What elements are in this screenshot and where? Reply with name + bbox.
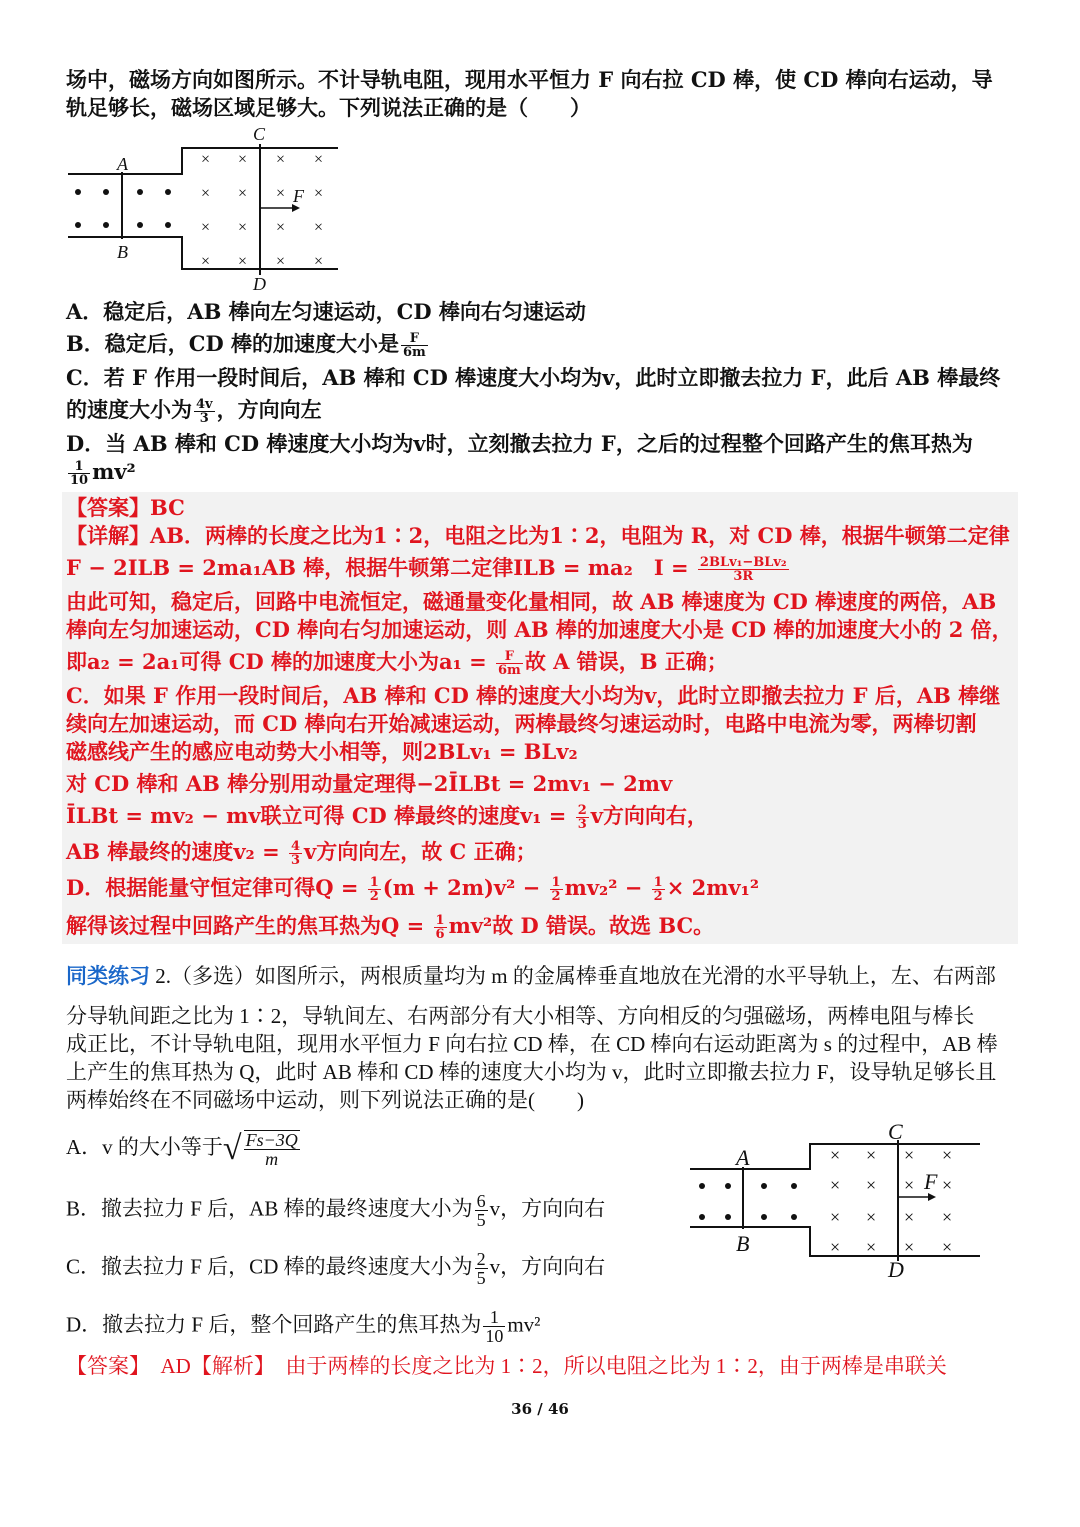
q1-option-c-line1: C．若 F 作用一段时间后，AB 棒和 CD 棒速度大小均为v，此时立即撤去拉力 F，此后 AB 棒最终: [66, 365, 1001, 390]
svg-text:×: ×: [238, 185, 248, 202]
q2-option-a: A．v 的大小等于√ $\frac{Fs-3Q}{m}$: [66, 1130, 298, 1169]
q2-label-d: D: [888, 1257, 904, 1282]
svg-text:×: ×: [276, 151, 286, 168]
q2-field-dots: [699, 1183, 797, 1220]
q1-label-b: B: [117, 242, 128, 262]
q2-label-f: F: [924, 1169, 938, 1194]
a1-line12: D．根据能量守恒定律可得Q = $\frac{1}{2}$ (m + 2m)v² − $\frac{1}{2}$ mv₂² − $\frac{1}{2}$ × 2mv₁²: [66, 875, 760, 904]
page-number: 36 / 46: [511, 1400, 569, 1418]
a1-line2: F − 2ILB = 2ma₁AB 棒，根据牛顿第二定律ILB = ma₂ I = $\frac{\text{2BLv₁−BLv₂}}{3R}$: [66, 555, 787, 584]
q2-line4: 上产生的焦耳热为 Q，此时 AB 棒和 CD 棒的速度大小均为 v，此时立即撤去拉力 F，设导轨足够长且: [66, 1060, 997, 1084]
q1-figure: [60, 122, 350, 292]
q2-line3: 成正比，不计导轨电阻，现用水平恒力 F 向右拉 CD 棒，在 CD 棒向右运动距离为 s 的过程中，AB 棒: [66, 1032, 998, 1056]
q2-line1: 同类练习 2.（多选）如图所示，两根质量均为 m 的金属棒垂直地放在光滑的水平导轨上，左、右两部: [66, 964, 996, 988]
svg-text:×: ×: [238, 219, 248, 236]
q2-option-c: C．撤去拉力 F 后，CD 棒的最终速度大小为 $\frac{2}{5}$ v，方向向右: [66, 1249, 606, 1288]
q1-stem-line1: 场中，磁场方向如图所示。不计导轨电阻，现用水平恒力 F 向右拉 CD 棒，使 CD 棒向右运动，导: [66, 67, 993, 92]
q2-field-crosses: [830, 1145, 952, 1257]
a1-line4: 棒向左匀加速运动，CD 棒向右匀加速运动，则 AB 棒的加速度大小是 CD 棒的加速度大小的 2 倍，: [66, 617, 1013, 642]
q1-stem-line2: 轨足够长，磁场区域足够大。下列说法正确的是（ ）: [66, 95, 591, 120]
q2-tag: 同类练习: [66, 964, 150, 988]
q2-option-d: D．撤去拉力 F 后，整个回路产生的焦耳热为 $\frac{1}{10}$ mv²: [66, 1307, 541, 1346]
q1-field-crosses: [201, 151, 323, 270]
q1-option-d-line2: $\frac{1}{10}$ mv²: [70, 459, 136, 488]
q2-label-a: A: [736, 1145, 750, 1170]
q2-answer-line: 【答案】 AD【解析】 由于两棒的长度之比为 1∶2，所以电阻之比为 1∶2，由于两棒是串联关: [66, 1354, 947, 1378]
svg-text:×: ×: [866, 1145, 877, 1165]
a1-line10: ĪLBt = mv₂ − mv联立可得 CD 棒最终的速度v₁ = $\frac{2}{3}$ v方向向右，: [66, 803, 708, 832]
svg-text:×: ×: [201, 151, 211, 168]
a1-line5: 即a₂ = 2a₁可得 CD 棒的加速度大小为a₁ = $\frac{F}{6m}$ 故 A 错误，B 正确；: [66, 649, 728, 678]
q1-answer: 【答案】BC: [66, 495, 185, 520]
svg-text:×: ×: [830, 1175, 841, 1195]
svg-text:×: ×: [942, 1145, 953, 1165]
svg-text:×: ×: [904, 1145, 915, 1165]
q1-label-c: C: [253, 124, 266, 144]
a1-line11: AB 棒最终的速度v₂ = $\frac{4}{3}$ v方向向左，故 C 正确；: [66, 839, 537, 868]
a1-line7: 续向左加速运动，而 CD 棒向右开始减速运动，两棒最终匀速运动时，电路中电流为零，两棒切割: [66, 711, 977, 736]
svg-text:×: ×: [866, 1207, 877, 1227]
a1-line13: 解得该过程中回路产生的焦耳热为Q = $\frac{1}{6}$ mv²故 D 错误。故选 BC。: [66, 913, 715, 942]
svg-text:×: ×: [276, 185, 286, 202]
svg-text:×: ×: [201, 253, 211, 270]
svg-text:×: ×: [201, 219, 211, 236]
svg-text:×: ×: [314, 185, 324, 202]
svg-text:×: ×: [904, 1175, 915, 1195]
svg-text:×: ×: [866, 1175, 877, 1195]
svg-text:×: ×: [201, 185, 211, 202]
q1-label-f: F: [293, 186, 304, 206]
svg-text:×: ×: [314, 219, 324, 236]
q2-line2: 分导轨间距之比为 1∶2，导轨间左、右两部分有大小相等、方向相反的匀强磁场，两棒电阻与棒长: [66, 1004, 975, 1028]
svg-text:×: ×: [276, 219, 286, 236]
svg-text:×: ×: [866, 1237, 877, 1257]
q1-option-a: A．稳定后，AB 棒向左匀速运动，CD 棒向右匀速运动: [66, 299, 586, 324]
a1-line8: 磁感线产生的感应电动势大小相等，则2BLv₁ = BLv₂: [66, 739, 578, 764]
q1-option-c-line2: 的速度大小为 $\frac{4v}{3}$ ，方向向左: [66, 397, 322, 426]
a1-line6: C．如果 F 作用一段时间后，AB 棒和 CD 棒的速度大小均为v，此时立即撤去拉力 F 后，AB 棒继: [66, 683, 1001, 708]
svg-text:×: ×: [904, 1237, 915, 1257]
svg-text:×: ×: [238, 253, 248, 270]
svg-text:×: ×: [830, 1207, 841, 1227]
svg-text:×: ×: [830, 1145, 841, 1165]
svg-text:×: ×: [942, 1237, 953, 1257]
a1-line3: 由此可知，稳定后，回路中电流恒定，磁通量变化量相同，故 AB 棒速度为 CD 棒速度的两倍，AB: [66, 589, 997, 614]
q1-label-d: D: [253, 274, 266, 292]
svg-text:×: ×: [942, 1175, 953, 1195]
a1-line9: 对 CD 棒和 AB 棒分别用动量定理得−2ĪLBt = 2mv₁ − 2mv: [66, 771, 673, 796]
q2-label-b: B: [736, 1231, 750, 1256]
svg-text:×: ×: [276, 253, 286, 270]
svg-text:×: ×: [830, 1237, 841, 1257]
svg-text:×: ×: [942, 1207, 953, 1227]
a1-line1: 【详解】AB．两棒的长度之比为1∶2，电阻之比为1∶2，电阻为 R，对 CD 棒，根据牛顿第二定律: [66, 523, 1010, 548]
svg-text:×: ×: [314, 253, 324, 270]
svg-text:×: ×: [314, 151, 324, 168]
svg-text:×: ×: [238, 151, 248, 168]
q2-line5: 两棒始终在不同磁场中运动，则下列说法正确的是( ): [66, 1088, 584, 1112]
svg-text:×: ×: [904, 1207, 915, 1227]
q2-figure: [680, 1115, 990, 1285]
q1-option-d-line1: D．当 AB 棒和 CD 棒速度大小均为v时，立刻撤去拉力 F，之后的过程整个回路产生的焦耳热为: [66, 431, 973, 456]
q2-label-c: C: [888, 1119, 903, 1144]
q2-option-b: B．撤去拉力 F 后，AB 棒的最终速度大小为 $\frac{6}{5}$ v，方向向右: [66, 1191, 606, 1230]
q1-label-a: A: [117, 154, 128, 174]
q1-option-b: B．稳定后，CD 棒的加速度大小是 $\frac{F}{6m}$: [66, 331, 426, 360]
